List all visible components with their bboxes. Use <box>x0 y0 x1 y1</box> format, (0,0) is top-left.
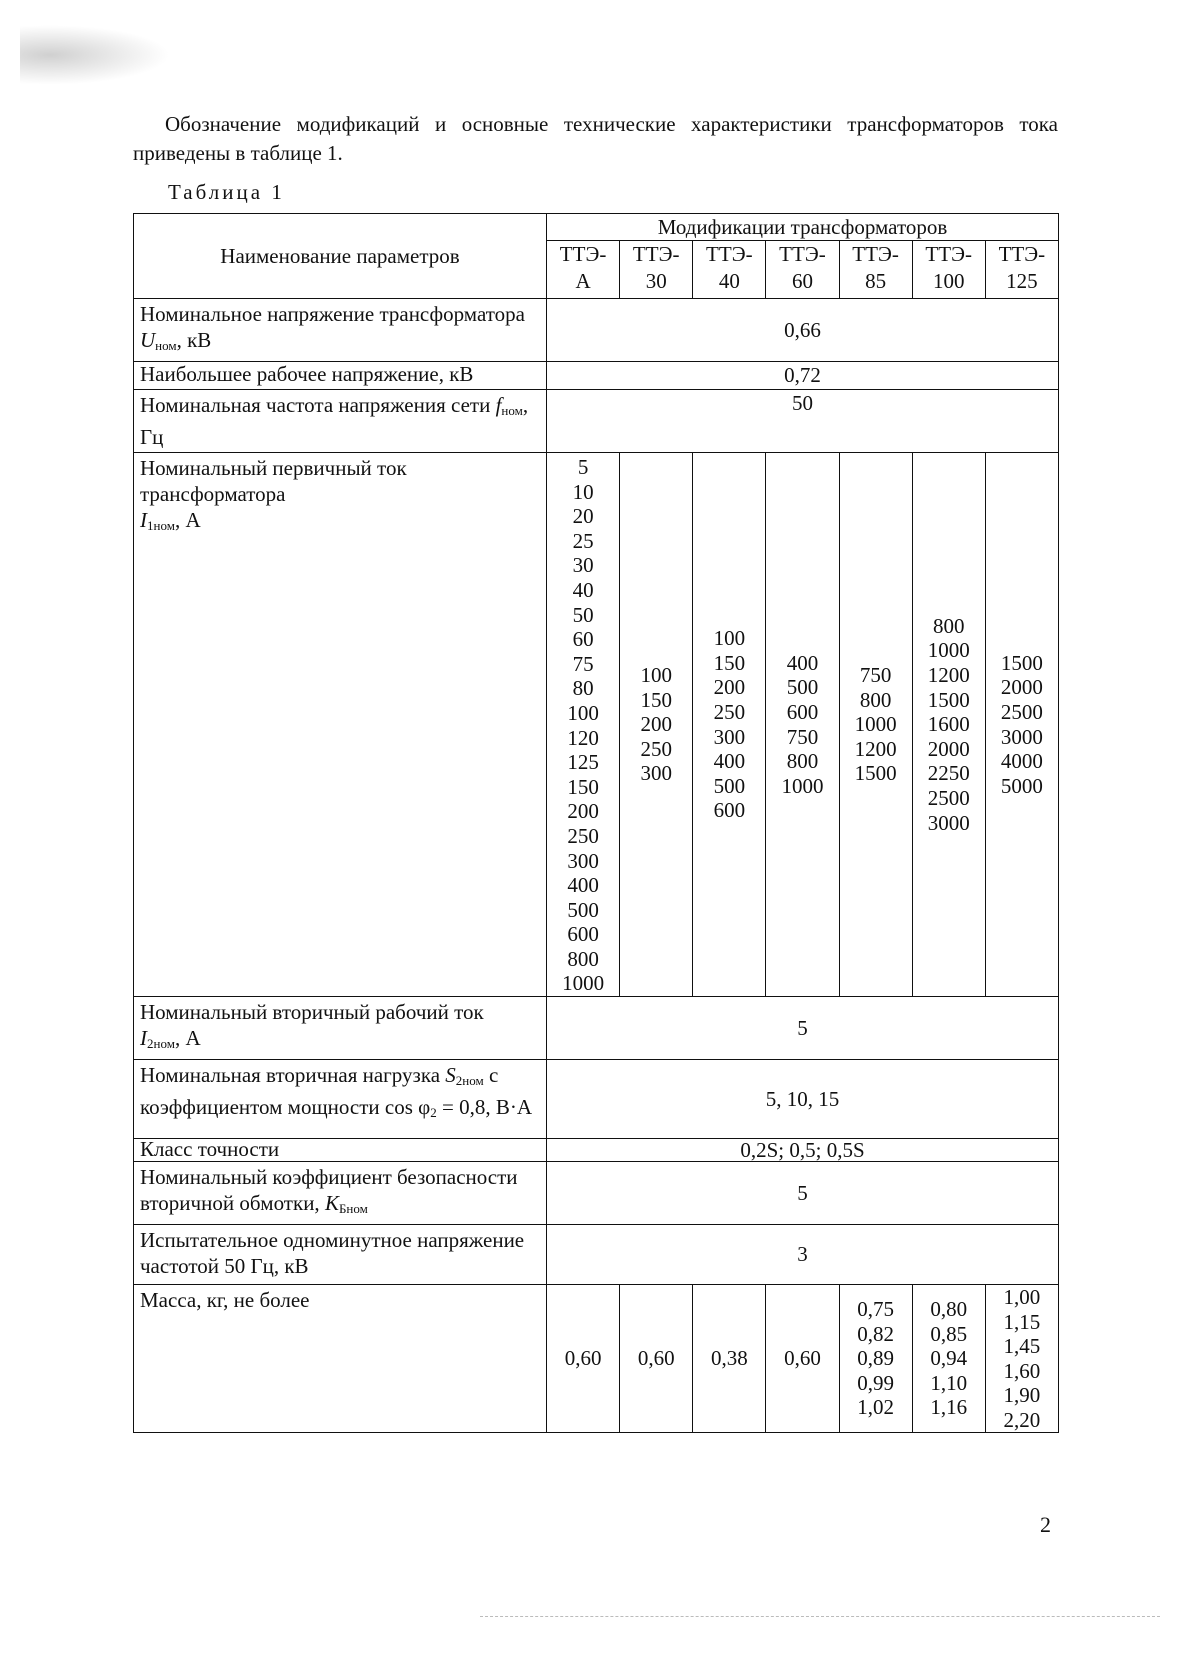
param-label: Номинальное напряжение трансформатора $U_{ном}$, кВ <box>134 299 547 362</box>
value-item: 0,99 <box>857 1370 894 1395</box>
value-item: 800 <box>932 613 965 638</box>
row-secondary-current <box>134 997 1059 1060</box>
value-item: 1200 <box>927 663 970 688</box>
header-mod-tte-60: ТТЭ- 60 <box>766 241 839 299</box>
row-rated-frequency <box>134 390 1059 453</box>
mass-tte-85 <box>839 1285 912 1433</box>
value-item: 1000 <box>854 712 897 737</box>
param-value: 5 <box>547 1162 1059 1225</box>
row-rated-voltage <box>134 299 1059 362</box>
primary-current-tte-85 <box>839 453 912 997</box>
value-item: 0,82 <box>857 1321 894 1346</box>
value-item: 40 <box>572 577 594 602</box>
value-item: 500 <box>786 675 819 700</box>
primary-current-tte-100 <box>912 453 985 997</box>
param-label: Номинальная частота напряжения сети $f_{ном}$, Гц <box>134 390 547 453</box>
value-item: 1000 <box>927 638 970 663</box>
value-item: 1,90 <box>1003 1383 1041 1408</box>
value-item: 20 <box>572 504 594 529</box>
value-item: 0,85 <box>930 1321 968 1346</box>
param-value: 0,72 <box>547 362 1059 390</box>
value-item: 1,10 <box>930 1370 968 1395</box>
value-item: 2000 <box>927 736 970 761</box>
param-label: Испытательное одноминутное напряжение частотой 50 Гц, кВ <box>134 1225 547 1285</box>
mass-tte-30 <box>620 1285 693 1433</box>
value-item: 250 <box>567 823 599 848</box>
value-item: 5 <box>577 455 589 479</box>
param-value: 3 <box>547 1225 1059 1285</box>
value-item: 1,60 <box>1003 1358 1041 1383</box>
value-item: 0,89 <box>857 1346 894 1371</box>
value-item: 300 <box>640 761 672 786</box>
header-mod-tte-a: ТТЭ- А <box>547 241 620 299</box>
header-param-name: Наименование параметров <box>134 214 547 299</box>
param-value: 5 <box>547 997 1059 1060</box>
row-secondary-load <box>134 1060 1059 1139</box>
value-item: 50 <box>572 602 594 627</box>
value-item: 600 <box>567 922 599 947</box>
param-label: Номинальный вторичный рабочий ток $I_{2ном}$, А <box>134 997 547 1060</box>
param-label: Масса, кг, не более <box>134 1285 547 1433</box>
header-mod-tte-30: ТТЭ- 30 <box>620 241 693 299</box>
param-value: 5, 10, 15 <box>547 1060 1059 1139</box>
param-value: 0,66 <box>547 299 1059 362</box>
value-item: 120 <box>567 725 599 750</box>
value-item: 3000 <box>1000 724 1043 749</box>
page-number: 2 <box>1040 1512 1051 1537</box>
value-item: 800 <box>786 749 819 774</box>
value-item: 2250 <box>927 761 970 786</box>
value-item: 250 <box>713 699 746 724</box>
value-item: 4000 <box>1000 749 1043 774</box>
mass-tte-a <box>547 1285 620 1433</box>
mass-tte-100 <box>912 1285 985 1433</box>
value-item: 150 <box>713 650 746 675</box>
header-mod-tte-85: ТТЭ- 85 <box>839 241 912 299</box>
value-item: 150 <box>567 774 599 799</box>
header-mod-tte-125: ТТЭ- 125 <box>985 241 1058 299</box>
value-item: 400 <box>567 873 599 898</box>
header-row-group <box>134 214 1059 241</box>
value-item: 5000 <box>1000 773 1043 798</box>
primary-current-tte-a <box>547 453 620 997</box>
value-item: 2000 <box>1000 675 1043 700</box>
value-item: 250 <box>640 736 672 761</box>
param-value: 50 <box>547 390 1059 453</box>
value-item: 1,15 <box>1003 1309 1041 1334</box>
value-item: 100 <box>713 626 746 651</box>
value-item: 1000 <box>781 773 824 798</box>
param-value: 0,2S; 0,5; 0,5S <box>547 1139 1059 1162</box>
scan-artifact <box>20 25 170 85</box>
value-item: 100 <box>567 700 599 725</box>
intro-paragraph: Обозначение модификаций и основные технические характеристики трансформаторов тока приведены в таблице 1. <box>133 112 1058 165</box>
header-modifications: Модификации трансформаторов <box>547 214 1059 241</box>
value-item: 80 <box>572 676 594 701</box>
value-item: 200 <box>640 712 672 737</box>
header-mod-tte-40: ТТЭ- 40 <box>693 241 766 299</box>
table-caption: Таблица 1 <box>168 180 285 204</box>
value-item: 1600 <box>927 712 970 737</box>
value-item: 750 <box>859 663 892 688</box>
value-item: 1000 <box>562 971 605 996</box>
value-item: 1500 <box>854 761 897 786</box>
row-test-voltage <box>134 1225 1059 1285</box>
value-item: 800 <box>859 687 892 712</box>
header-mod-tte-100: ТТЭ- 100 <box>912 241 985 299</box>
primary-current-tte-30 <box>620 453 693 997</box>
value-item: 150 <box>640 687 672 712</box>
value-item: 0,80 <box>930 1297 968 1322</box>
value-item: 0,75 <box>857 1297 894 1322</box>
value-item: 2,20 <box>1003 1407 1041 1432</box>
value-item: 10 <box>572 479 594 504</box>
param-label: Номинальный коэффициент безопасности вторичной обмотки, $K_{Бном}$ <box>134 1162 547 1225</box>
row-max-voltage <box>134 362 1059 390</box>
primary-current-tte-40 <box>693 453 766 997</box>
value-item: 200 <box>713 675 746 700</box>
value-item: 800 <box>567 946 599 971</box>
spec-table <box>133 213 1059 1433</box>
value-item: 0,60 <box>564 1346 602 1371</box>
value-item: 500 <box>567 897 599 922</box>
row-primary-current <box>134 453 1059 997</box>
value-item: 30 <box>572 553 594 578</box>
value-item: 300 <box>567 848 599 873</box>
value-item: 2500 <box>927 786 970 811</box>
value-item: 60 <box>572 627 594 652</box>
value-item: 1,16 <box>930 1395 968 1420</box>
value-item: 1500 <box>1000 650 1043 675</box>
value-item: 400 <box>713 749 746 774</box>
row-safety-factor <box>134 1162 1059 1225</box>
row-accuracy-class <box>134 1139 1059 1162</box>
value-item: 0,38 <box>710 1346 748 1371</box>
mass-tte-60 <box>766 1285 839 1433</box>
value-item: 25 <box>572 528 594 553</box>
param-label: Номинальный первичный ток трансформатора $I_{1ном}$, А <box>134 453 547 997</box>
param-label: Номинальная вторичная нагрузка $S_{2ном}$ с коэффициентом мощности $\cos \varphi_2 = 0,8$, В·А <box>134 1060 547 1139</box>
param-label: Класс точности <box>134 1139 547 1162</box>
value-item: 300 <box>713 724 746 749</box>
value-item: 500 <box>713 773 746 798</box>
mass-tte-40 <box>693 1285 766 1433</box>
value-item: 400 <box>786 650 819 675</box>
value-item: 1,00 <box>1003 1285 1041 1310</box>
value-item: 125 <box>567 750 599 775</box>
value-item: 1500 <box>927 687 970 712</box>
value-item: 1200 <box>854 736 897 761</box>
value-item: 1,45 <box>1003 1334 1041 1359</box>
value-item: 750 <box>786 724 819 749</box>
primary-current-tte-60 <box>766 453 839 997</box>
value-item: 600 <box>786 699 819 724</box>
value-item: 0,60 <box>784 1346 821 1371</box>
value-item: 0,60 <box>637 1346 675 1371</box>
value-item: 600 <box>713 798 746 823</box>
row-mass <box>134 1285 1059 1433</box>
value-item: 3000 <box>927 810 970 835</box>
value-item: 2500 <box>1000 699 1043 724</box>
mass-tte-125 <box>985 1285 1058 1433</box>
scan-artifact-bottom <box>480 1616 1160 1619</box>
value-item: 100 <box>640 663 672 688</box>
value-item: 200 <box>567 799 599 824</box>
value-item: 1,02 <box>857 1395 894 1420</box>
value-item: 0,94 <box>930 1346 968 1371</box>
param-label: Наибольшее рабочее напряжение, кВ <box>134 362 547 390</box>
value-item: 75 <box>572 651 594 676</box>
primary-current-tte-125 <box>985 453 1058 997</box>
